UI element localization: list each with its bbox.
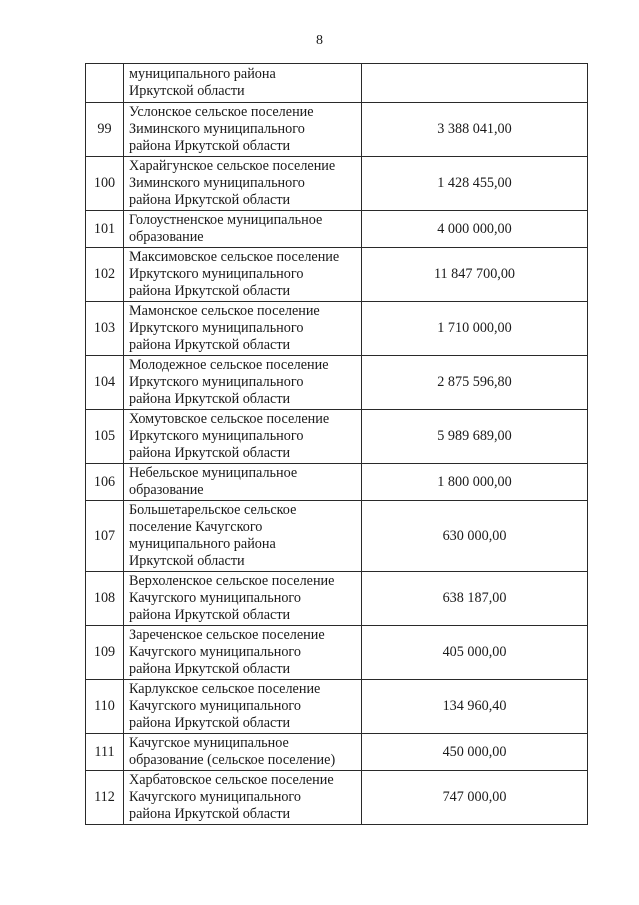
amount: 1 428 455,00 <box>362 157 588 211</box>
municipality-name <box>124 248 362 302</box>
municipality-name <box>124 464 362 501</box>
amount: 2 875 596,80 <box>362 356 588 410</box>
municipality-name-text: Зареченское сельское поселение Качугского муниципального района Иркутской области <box>129 627 325 677</box>
municipality-name <box>124 103 362 157</box>
table-row <box>86 680 588 734</box>
table-row <box>86 356 588 410</box>
row-number: 111 <box>86 734 124 771</box>
row-number: 108 <box>86 572 124 626</box>
municipality-name <box>124 64 362 103</box>
municipality-name-text: муниципального района Иркутской области <box>129 66 276 99</box>
row-number: 100 <box>86 157 124 211</box>
municipality-name-text: Небельское муниципальное образование <box>129 465 298 498</box>
municipality-name-text: Большетарельское сельское поселение Качугского муниципального района Иркутской области <box>129 502 297 569</box>
allocation-table <box>85 63 588 825</box>
municipality-name-text: Харайгунское сельское поселение Зиминского муниципального района Иркутской области <box>129 158 336 208</box>
municipality-name-text: Молодежное сельское поселение Иркутского муниципального района Иркутской области <box>129 357 329 407</box>
municipality-name <box>124 302 362 356</box>
amount: 11 847 700,00 <box>362 248 588 302</box>
amount: 630 000,00 <box>362 501 588 572</box>
municipality-name <box>124 771 362 825</box>
municipality-name-text: Качугское муниципальное образование (сельское поселение) <box>129 735 336 768</box>
row-number: 101 <box>86 211 124 248</box>
amount: 3 388 041,00 <box>362 103 588 157</box>
amount: 1 800 000,00 <box>362 464 588 501</box>
municipality-name-text: Карлукское сельское поселение Качугского муниципального района Иркутской области <box>129 681 321 731</box>
municipality-name-text: Максимовское сельское поселение Иркутского муниципального района Иркутской области <box>129 249 340 299</box>
municipality-name-text: Хомутовское сельское поселение Иркутского муниципального района Иркутской области <box>129 411 330 461</box>
row-number: 102 <box>86 248 124 302</box>
municipality-name-text: Голоустненское муниципальное образование <box>129 212 323 245</box>
amount: 747 000,00 <box>362 771 588 825</box>
municipality-name <box>124 626 362 680</box>
amount: 134 960,40 <box>362 680 588 734</box>
table-row <box>86 302 588 356</box>
row-number: 110 <box>86 680 124 734</box>
row-number: 99 <box>86 103 124 157</box>
row-number <box>86 64 124 103</box>
municipality-name <box>124 410 362 464</box>
municipality-name <box>124 501 362 572</box>
row-number: 105 <box>86 410 124 464</box>
municipality-name <box>124 734 362 771</box>
municipality-name <box>124 356 362 410</box>
amount: 5 989 689,00 <box>362 410 588 464</box>
municipality-name <box>124 680 362 734</box>
municipality-name <box>124 211 362 248</box>
table-row <box>86 211 588 248</box>
amount: 4 000 000,00 <box>362 211 588 248</box>
amount <box>362 64 588 103</box>
municipality-name <box>124 157 362 211</box>
row-number: 103 <box>86 302 124 356</box>
table-row <box>86 572 588 626</box>
table-row <box>86 248 588 302</box>
row-number: 109 <box>86 626 124 680</box>
table-row <box>86 501 588 572</box>
municipality-name-text: Мамонское сельское поселение Иркутского муниципального района Иркутской области <box>129 303 320 353</box>
row-number: 112 <box>86 771 124 825</box>
row-number: 106 <box>86 464 124 501</box>
municipality-name-text: Харбатовское сельское поселение Качугского муниципального района Иркутской области <box>129 772 334 822</box>
table-row <box>86 157 588 211</box>
municipality-name <box>124 572 362 626</box>
table-body <box>86 64 588 825</box>
table-row <box>86 64 588 103</box>
page-number: 8 <box>316 33 323 48</box>
row-number: 107 <box>86 501 124 572</box>
amount: 638 187,00 <box>362 572 588 626</box>
amount: 450 000,00 <box>362 734 588 771</box>
municipality-name-text: Услонское сельское поселение Зиминского муниципального района Иркутской области <box>129 104 314 154</box>
table-row <box>86 626 588 680</box>
table-row <box>86 464 588 501</box>
table-row <box>86 410 588 464</box>
table-row <box>86 734 588 771</box>
table-row <box>86 103 588 157</box>
amount: 1 710 000,00 <box>362 302 588 356</box>
table-row <box>86 771 588 825</box>
municipality-name-text: Верхоленское сельское поселение Качугского муниципального района Иркутской области <box>129 573 335 623</box>
row-number: 104 <box>86 356 124 410</box>
amount: 405 000,00 <box>362 626 588 680</box>
